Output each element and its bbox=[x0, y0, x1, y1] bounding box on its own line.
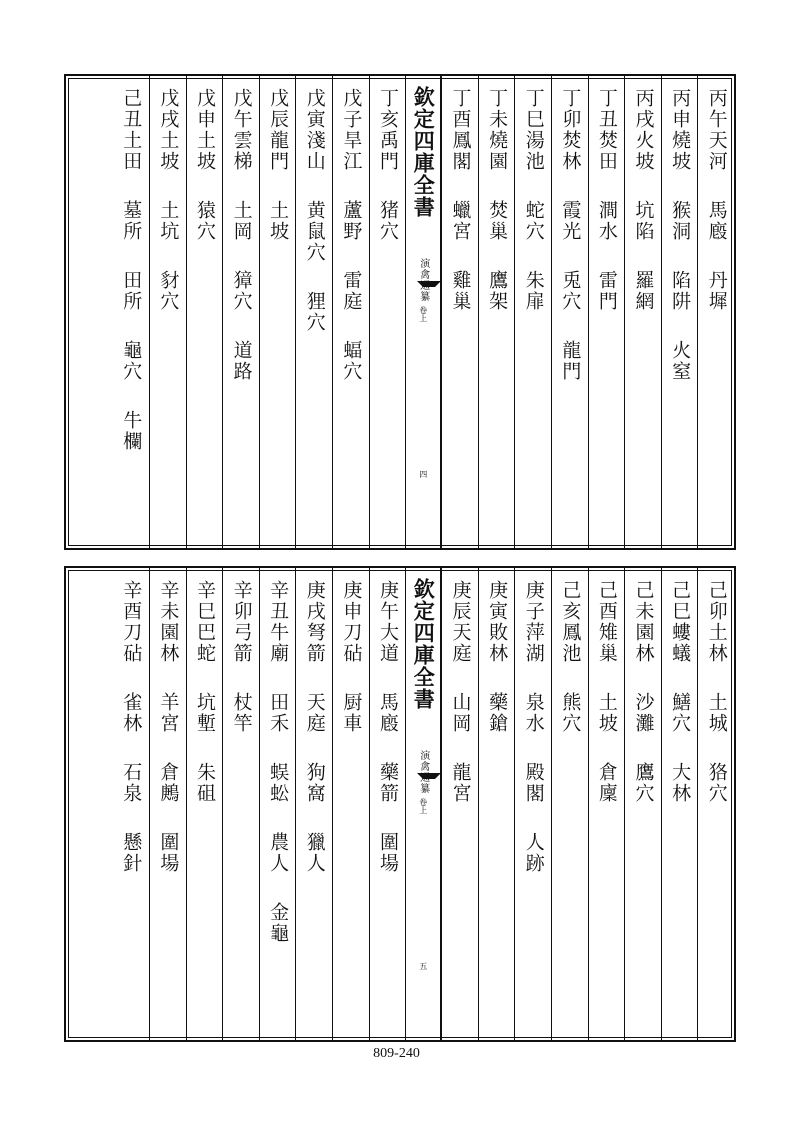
text-column-right-5 bbox=[514, 568, 551, 1040]
text-column-left-6 bbox=[149, 568, 186, 1040]
text-column-left-7 bbox=[113, 568, 150, 1040]
entry-item: 道路 bbox=[230, 340, 253, 382]
entry-item: 雷門 bbox=[595, 270, 618, 312]
entry-heading: 己未園林 bbox=[632, 580, 655, 664]
entry-item: 農人 bbox=[267, 832, 290, 874]
entry-heading: 戊子旱江 bbox=[340, 88, 363, 172]
text-column-left-2 bbox=[295, 76, 332, 548]
entry-heading: 丙戌火坡 bbox=[632, 88, 655, 172]
entry-item: 坑陷 bbox=[632, 200, 655, 242]
text-column-right-0 bbox=[697, 76, 734, 548]
entry-heading: 己亥鳳池 bbox=[559, 580, 582, 664]
entry-item: 獐穴 bbox=[230, 270, 253, 312]
entry-item: 土城 bbox=[705, 692, 728, 734]
entry-item: 狢穴 bbox=[705, 762, 728, 804]
spine-book-name: 演禽通纂 bbox=[417, 750, 429, 794]
entry-item: 豺穴 bbox=[157, 270, 180, 312]
entry-item: 陷阱 bbox=[669, 270, 692, 312]
entry-item: 土坡 bbox=[267, 200, 290, 242]
entry-heading: 戊申土坡 bbox=[193, 88, 216, 172]
text-column-left-6 bbox=[149, 76, 186, 548]
entry-item: 雷庭 bbox=[340, 270, 363, 312]
entry-item: 倉廩 bbox=[595, 762, 618, 804]
entry-heading: 丁未燒園 bbox=[486, 88, 509, 172]
book-spine bbox=[405, 76, 441, 548]
text-column-right-2 bbox=[624, 76, 661, 548]
entry-item: 蝠穴 bbox=[340, 340, 363, 382]
entry-item: 龜穴 bbox=[120, 340, 143, 382]
entry-item: 霞光 bbox=[559, 200, 582, 242]
entry-item: 泉水 bbox=[522, 692, 545, 734]
text-column-left-1 bbox=[332, 568, 369, 1040]
spine-page-number: 五 bbox=[418, 962, 428, 970]
bottom-page-columns bbox=[66, 568, 734, 1040]
entry-item: 雞巢 bbox=[449, 270, 472, 312]
spine-volume: 卷上 bbox=[418, 306, 428, 322]
entry-heading: 己丑土田 bbox=[120, 88, 143, 172]
spine-title: 欽定四庫全書 bbox=[411, 86, 437, 218]
spine-book-name: 演禽通纂 bbox=[417, 258, 429, 302]
text-column-right-3 bbox=[588, 568, 625, 1040]
entry-item: 坑塹 bbox=[193, 692, 216, 734]
entry-item: 田所 bbox=[120, 270, 143, 312]
entry-item: 丹墀 bbox=[705, 270, 728, 312]
entry-heading: 庚戌弩箭 bbox=[303, 580, 326, 664]
entry-item: 羊宮 bbox=[157, 692, 180, 734]
entry-item: 天庭 bbox=[303, 692, 326, 734]
entry-item: 金龜 bbox=[267, 902, 290, 944]
entry-item: 鷹穴 bbox=[632, 762, 655, 804]
entry-heading: 己巳螻蟻 bbox=[669, 580, 692, 664]
text-column-left-7 bbox=[113, 76, 150, 548]
entry-heading: 辛巳巴蛇 bbox=[193, 580, 216, 664]
text-column-right-1 bbox=[661, 568, 698, 1040]
entry-heading: 辛卯弓箭 bbox=[230, 580, 253, 664]
entry-item: 鷹架 bbox=[486, 270, 509, 312]
text-column-left-2 bbox=[295, 568, 332, 1040]
entry-item: 懸針 bbox=[120, 832, 143, 874]
entry-heading: 辛未園林 bbox=[157, 580, 180, 664]
entry-item: 火窒 bbox=[669, 340, 692, 382]
entry-heading: 辛酉刀砧 bbox=[120, 580, 143, 664]
text-column-right-6 bbox=[478, 568, 515, 1040]
entry-heading: 戊寅淺山 bbox=[303, 88, 326, 172]
page-number: 809-240 bbox=[373, 1046, 420, 1061]
entry-heading: 戊午雲梯 bbox=[230, 88, 253, 172]
entry-item: 獵人 bbox=[303, 832, 326, 874]
entry-item: 雀林 bbox=[120, 692, 143, 734]
entry-item: 龍門 bbox=[559, 340, 582, 382]
top-page-columns bbox=[66, 76, 734, 548]
entry-item: 鱔穴 bbox=[669, 692, 692, 734]
text-column-right-3 bbox=[588, 76, 625, 548]
entry-heading: 庚辰天庭 bbox=[449, 580, 472, 664]
entry-item: 猿穴 bbox=[193, 200, 216, 242]
entry-heading: 戊辰龍門 bbox=[267, 88, 290, 172]
text-column-left-4 bbox=[222, 568, 259, 1040]
entry-item: 人跡 bbox=[522, 832, 545, 874]
text-column-left-0 bbox=[369, 568, 406, 1040]
text-column-right-2 bbox=[624, 568, 661, 1040]
entry-item: 圍場 bbox=[376, 832, 399, 874]
entry-heading: 己卯土林 bbox=[705, 580, 728, 664]
entry-heading: 庚申刀砧 bbox=[340, 580, 363, 664]
book-spine bbox=[405, 568, 441, 1040]
entry-heading: 丁酉鳳閣 bbox=[449, 88, 472, 172]
entry-item: 土坑 bbox=[157, 200, 180, 242]
entry-heading: 庚子萍湖 bbox=[522, 580, 545, 664]
text-column-right-7 bbox=[441, 568, 478, 1040]
top-page-panel bbox=[64, 74, 736, 550]
spine-volume: 卷上 bbox=[418, 798, 428, 814]
entry-item: 土岡 bbox=[230, 200, 253, 242]
entry-item: 山岡 bbox=[449, 692, 472, 734]
entry-heading: 己酉雉巢 bbox=[595, 580, 618, 664]
entry-item: 墓所 bbox=[120, 200, 143, 242]
entry-item: 朱砠 bbox=[193, 762, 216, 804]
entry-item: 厨車 bbox=[340, 692, 363, 734]
entry-item: 倉鶊 bbox=[157, 762, 180, 804]
entry-item: 蛇穴 bbox=[522, 200, 545, 242]
text-column-left-3 bbox=[259, 568, 296, 1040]
entry-heading: 辛丑牛廟 bbox=[267, 580, 290, 664]
entry-item: 兎穴 bbox=[559, 270, 582, 312]
fish-tail-mark-icon bbox=[417, 281, 441, 287]
entry-heading: 丁卯焚林 bbox=[559, 88, 582, 172]
entry-heading: 庚午大道 bbox=[376, 580, 399, 664]
text-column-right-0 bbox=[697, 568, 734, 1040]
entry-item: 藥鎗 bbox=[486, 692, 509, 734]
entry-item: 狸穴 bbox=[303, 291, 326, 333]
entry-heading: 丁丑焚田 bbox=[595, 88, 618, 172]
entry-item: 石泉 bbox=[120, 762, 143, 804]
text-column-left-4 bbox=[222, 76, 259, 548]
entry-item: 猪穴 bbox=[376, 200, 399, 242]
spine-title: 欽定四庫全書 bbox=[411, 578, 437, 710]
text-column-left-0 bbox=[369, 76, 406, 548]
entry-item: 田禾 bbox=[267, 692, 290, 734]
text-column-right-5 bbox=[514, 76, 551, 548]
text-column-left-5 bbox=[186, 76, 223, 548]
entry-item: 藥箭 bbox=[376, 762, 399, 804]
entry-item: 熊穴 bbox=[559, 692, 582, 734]
entry-item: 朱扉 bbox=[522, 270, 545, 312]
entry-item: 澗水 bbox=[595, 200, 618, 242]
entry-heading: 庚寅敗林 bbox=[486, 580, 509, 664]
entry-item: 蘆野 bbox=[340, 200, 363, 242]
entry-heading: 戊戌土坡 bbox=[157, 88, 180, 172]
bottom-page-panel bbox=[64, 566, 736, 1042]
entry-item: 殿閣 bbox=[522, 762, 545, 804]
entry-item: 大林 bbox=[669, 762, 692, 804]
entry-heading: 丙午天河 bbox=[705, 88, 728, 172]
text-column-right-6 bbox=[478, 76, 515, 548]
text-column-right-7 bbox=[441, 76, 478, 548]
entry-item: 焚巢 bbox=[486, 200, 509, 242]
fish-tail-mark-icon bbox=[417, 773, 441, 779]
entry-heading: 丙申燒坡 bbox=[669, 88, 692, 172]
entry-item: 杖竿 bbox=[230, 692, 253, 734]
spine-page-number: 四 bbox=[418, 470, 428, 478]
entry-item: 猴洞 bbox=[669, 200, 692, 242]
entry-item: 龍宮 bbox=[449, 762, 472, 804]
entry-item: 馬廏 bbox=[705, 200, 728, 242]
entry-item: 馬廏 bbox=[376, 692, 399, 734]
text-column-left-3 bbox=[259, 76, 296, 548]
text-column-right-4 bbox=[551, 76, 588, 548]
entry-heading: 丁亥禹門 bbox=[376, 88, 399, 172]
entry-item: 蠟宮 bbox=[449, 200, 472, 242]
text-column-left-1 bbox=[332, 76, 369, 548]
entry-item: 羅網 bbox=[632, 270, 655, 312]
entry-item: 狗窩 bbox=[303, 762, 326, 804]
entry-item: 蜈蚣 bbox=[267, 762, 290, 804]
entry-item: 牛欄 bbox=[120, 410, 143, 452]
text-column-right-4 bbox=[551, 568, 588, 1040]
entry-item: 土坡 bbox=[595, 692, 618, 734]
text-column-right-1 bbox=[661, 76, 698, 548]
entry-item: 沙灘 bbox=[632, 692, 655, 734]
entry-heading: 丁巳湯池 bbox=[522, 88, 545, 172]
entry-item: 黄鼠穴 bbox=[303, 200, 326, 263]
entry-item: 圍場 bbox=[157, 832, 180, 874]
text-column-left-5 bbox=[186, 568, 223, 1040]
